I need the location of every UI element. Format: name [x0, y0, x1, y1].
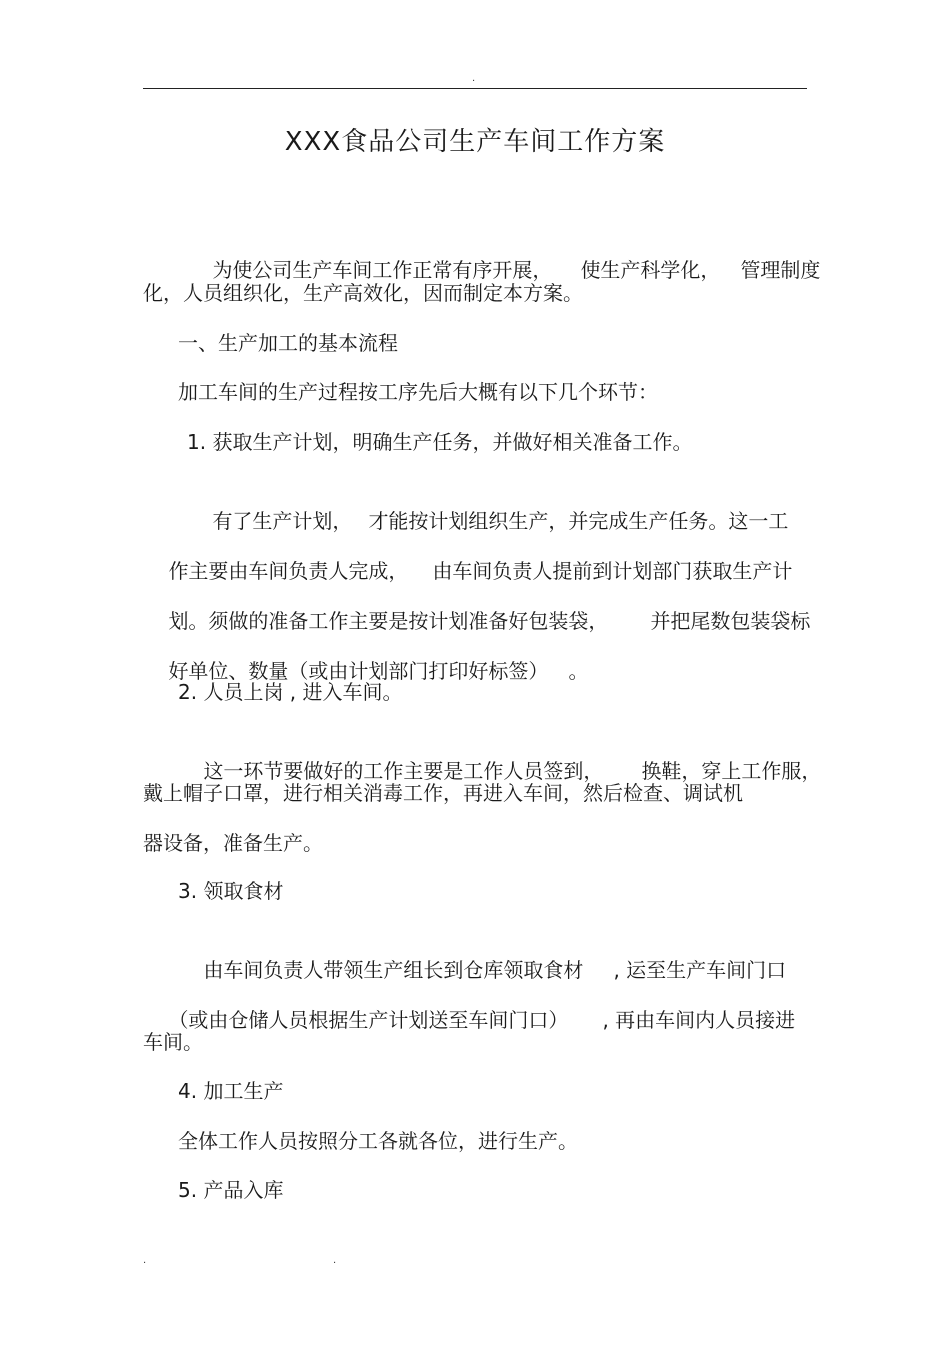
text-segment: 作主要由车间负责人完成， — [168, 559, 409, 583]
text-segment: 由车间负责人带领生产组长到仓库领取食材 — [203, 958, 584, 982]
paragraph-line: 加工车间的生产过程按工序先后大概有以下几个环节： — [178, 380, 658, 404]
text-segment: 为使公司生产车间工作正常有序开展， — [212, 258, 553, 282]
text-segment: 。 — [568, 659, 589, 683]
footer-dot-right: . — [333, 1255, 337, 1266]
footer-dot-left: . — [143, 1255, 147, 1266]
text-segment: 才能按计划组织生产，并完成生产任务。这一工 — [368, 509, 789, 533]
paragraph-line: 全体工作人员按照分工各就各位，进行生产。 — [178, 1129, 578, 1153]
step-heading-5: 5. 产品入库 — [178, 1178, 284, 1202]
step-heading-2: 2. 人员上岗 , 进入车间。 — [178, 680, 403, 704]
document-title: XXX食品公司生产车间工作方案 — [284, 127, 666, 157]
paragraph-line: 器设备，准备生产。 — [143, 831, 323, 855]
text-segment: 管理制度 — [740, 258, 821, 282]
text-segment: 有了生产计划， — [212, 509, 353, 533]
text-segment: 这一环节要做好的工作主要是工作人员签到， — [203, 759, 604, 783]
header-rule — [143, 88, 807, 89]
text-segment: 划。须做的准备工作主要是按计划准备好包装袋， — [168, 609, 609, 633]
text-segment: 好单位、数量（或由计划部门打印好标签） — [168, 659, 549, 683]
step-heading-3: 3. 领取食材 — [178, 879, 284, 903]
paragraph-line: 车间。 — [143, 1030, 203, 1054]
paragraph-line: 戴上帽子口罩，进行相关消毒工作，再进入车间，然后检查、调试机 — [143, 781, 743, 805]
text-segment: 由车间负责人提前到计划部门获取生产计 — [432, 559, 793, 583]
text-segment: 并把尾数包装袋标 — [650, 609, 811, 633]
step-heading-4: 4. 加工生产 — [178, 1079, 284, 1103]
section-heading: 一、生产加工的基本流程 — [178, 331, 398, 355]
paragraph-intro-line-2: 化，人员组织化，生产高效化，因而制定本方案。 — [143, 281, 583, 305]
text-segment: 换鞋，穿上工作服， — [641, 759, 822, 783]
text-segment: , 再由车间内人员接进 — [602, 1008, 796, 1032]
text-segment: （或由仓储人员根据生产计划送至车间门口） — [168, 1008, 569, 1032]
text-segment: , 运至生产车间门口 — [613, 958, 787, 982]
text-segment: 使生产科学化， — [580, 258, 721, 282]
step-heading-1: 1. 获取生产计划，明确生产任务，并做好相关准备工作。 — [187, 430, 693, 454]
header-dot: . — [472, 73, 476, 84]
paragraph-line — [143, 978, 795, 1062]
